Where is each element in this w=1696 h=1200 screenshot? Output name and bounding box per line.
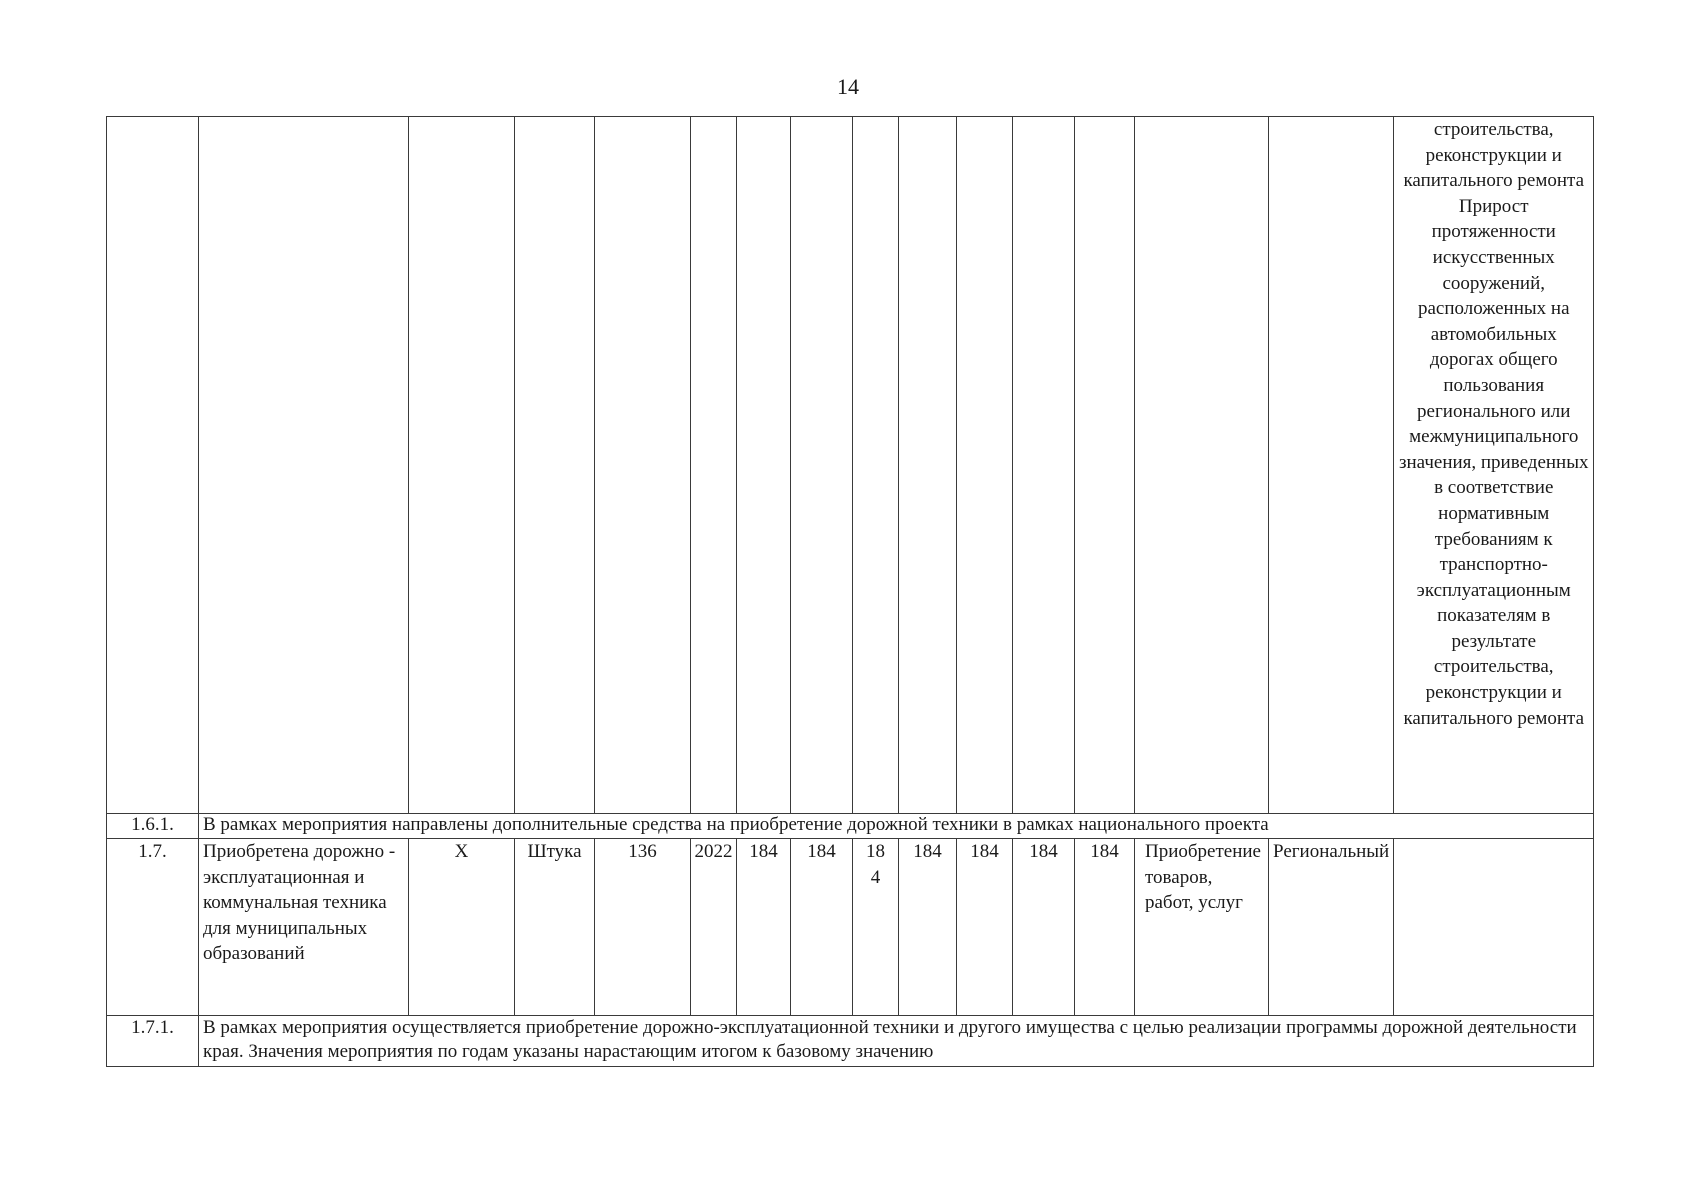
base-value-cell: 136 [595, 839, 691, 1016]
cell-empty [595, 117, 691, 814]
unit-cell: Штука [515, 839, 595, 1016]
value-cell: 184 [957, 839, 1013, 1016]
cell-empty [791, 117, 853, 814]
program-table [106, 116, 1594, 1067]
value-text: 18 4 [866, 841, 885, 888]
row-number: 1.7. [107, 839, 199, 1016]
cell-empty [1075, 117, 1135, 814]
row-number: 1.6.1. [107, 814, 199, 839]
cell-empty [1013, 117, 1075, 814]
cell-empty [899, 117, 957, 814]
value-cell: 184 [1013, 839, 1075, 1016]
value-cell: 184 [791, 839, 853, 1016]
cell-empty [107, 117, 199, 814]
cell-empty [957, 117, 1013, 814]
row-1-6-1 [107, 814, 1594, 839]
indicator-description-cell: строительства, реконструкции и капитального ремонта Прирост протяженности искусственных сооружений, расположенных на автомобильных дорогах общего пользования регионального или межмуниципального значения, приведенных в соответствие нормативным требованиям к транспортно-эксплуатационным показателям в результате строительства, реконструкции и капитального ремонта [1394, 117, 1594, 814]
row-note-text: В рамках мероприятия осуществляется приобретение дорожно-эксплуатационной техники и другого имущества с целью реализации программы дорожной деятельности края. Значения мероприятия по годам указаны нарастающим итогом к базовому значению [199, 1016, 1594, 1067]
cell-x: X [409, 839, 515, 1016]
row-1-7-1 [107, 1016, 1594, 1067]
row-1-7 [107, 839, 1594, 1016]
value-cell: 184 [737, 839, 791, 1016]
cell-empty [199, 117, 409, 814]
base-year-cell: 2022 [691, 839, 737, 1016]
cell-empty [1269, 117, 1394, 814]
value-cell: 184 [1075, 839, 1135, 1016]
cell-empty [409, 117, 515, 814]
cell-empty [737, 117, 791, 814]
value-cell [853, 839, 899, 1016]
page-number: 14 [837, 74, 859, 99]
cell-empty [1394, 839, 1594, 1016]
measure-name: Приобретена дорожно - эксплуатационная и коммунальная техника для муниципальных образований [199, 839, 409, 1016]
cell-empty [515, 117, 595, 814]
cell-empty [691, 117, 737, 814]
cell-empty [1135, 117, 1269, 814]
row-number: 1.7.1. [107, 1016, 199, 1067]
measure-type-cell: Приобретение товаров, работ, услуг [1135, 839, 1269, 1016]
value-cell: 184 [899, 839, 957, 1016]
row-note-text: В рамках мероприятия направлены дополнительные средства на приобретение дорожной техники в рамках национального проекта [199, 814, 1594, 839]
cell-empty [853, 117, 899, 814]
continuation-row [107, 117, 1594, 814]
level-cell: Региональный [1269, 839, 1394, 1016]
